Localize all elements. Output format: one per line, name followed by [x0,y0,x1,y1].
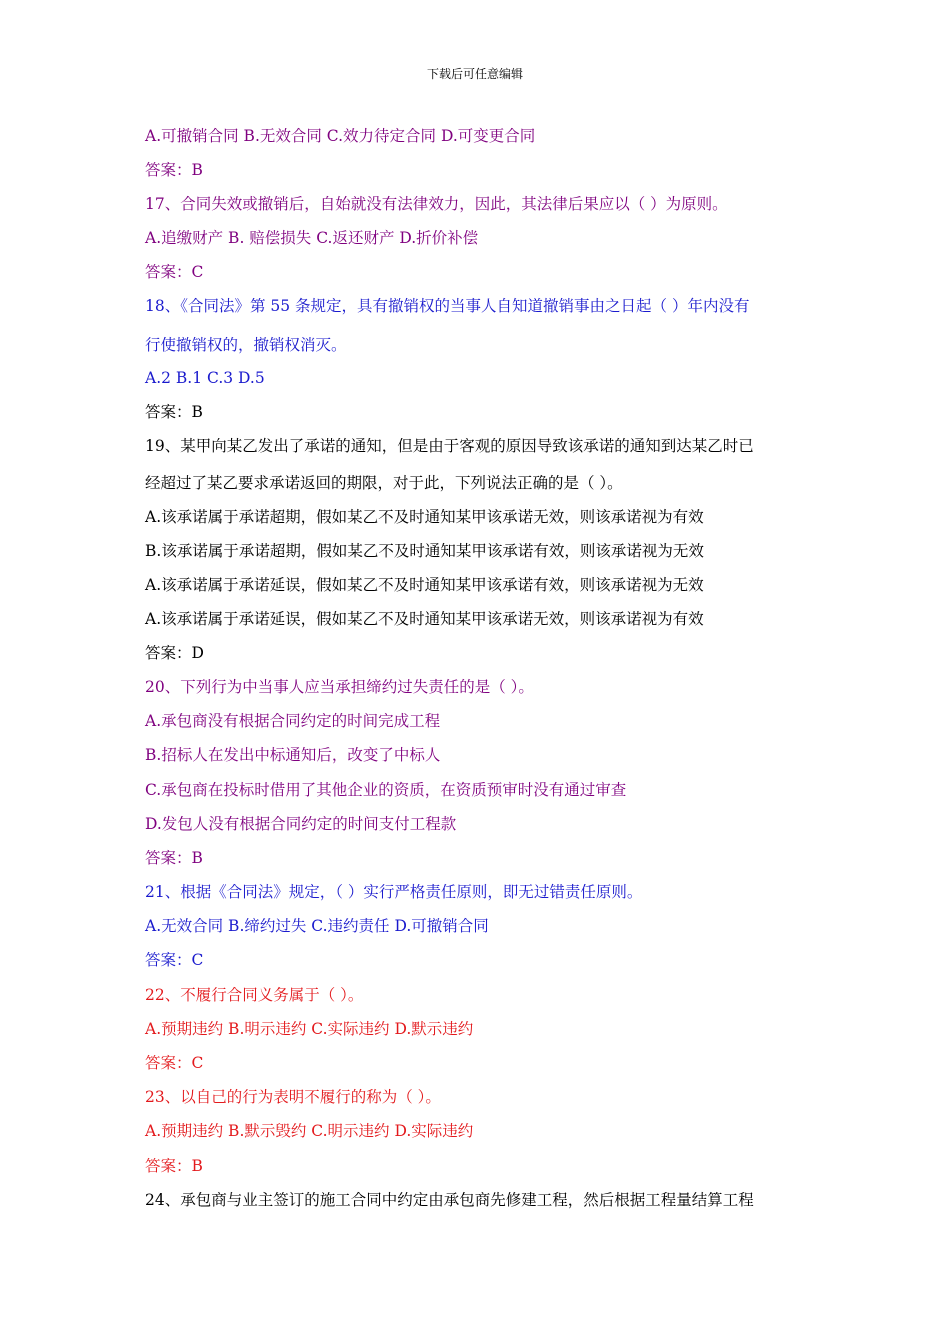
text-line: 行使撤销权的，撤销权消灭。 [145,336,347,354]
text-line: 23、以自己的行为表明不履行的称为（ ）。 [145,1088,441,1106]
text-line: 经超过了某乙要求承诺返回的期限，对于此，下列说法正确的是（ ）。 [145,474,623,492]
text-line: 18、《合同法》第 55 条规定，具有撤销权的当事人自知道撤销事由之日起（ ）年内没有 [145,297,750,315]
text-line: D.发包人没有根据合同约定的时间支付工程款 [145,815,457,833]
text-line: A.可撤销合同 B.无效合同 C.效力待定合同 D.可变更合同 [145,127,536,145]
text-line: A.承包商没有根据合同约定的时间完成工程 [145,712,441,730]
text-line: A.该承诺属于承诺延误，假如某乙不及时通知某甲该承诺有效，则该承诺视为无效 [145,576,704,594]
text-line: 答案：B [145,403,203,421]
text-line: A.该承诺属于承诺超期，假如某乙不及时通知某甲该承诺无效，则该承诺视为有效 [145,508,704,526]
text-line: 17、合同失效或撤销后，自始就没有法律效力，因此，其法律后果应以（ ）为原则。 [145,195,728,213]
text-line: 答案：B [145,1157,203,1175]
text-line: 答案：B [145,161,203,179]
text-line: C.承包商在投标时借用了其他企业的资质，在资质预审时没有通过审查 [145,781,627,799]
text-line: 答案：D [145,644,204,662]
text-line: A.该承诺属于承诺延误，假如某乙不及时通知某甲该承诺无效，则该承诺视为有效 [145,610,704,628]
text-line: 答案：C [145,263,204,281]
text-line: A.2 B.1 C.3 D.5 [145,369,265,387]
page-header: 下载后可任意编辑 [426,67,523,81]
text-line: 21、根据《合同法》规定，（ ）实行严格责任原则，即无过错责任原则。 [145,883,643,901]
text-line: A.预期违约 B.默示毁约 C.明示违约 D.实际违约 [145,1122,474,1140]
text-line: A.预期违约 B.明示违约 C.实际违约 D.默示违约 [145,1020,474,1038]
text-line: B.该承诺属于承诺超期，假如某乙不及时通知某甲该承诺有效，则该承诺视为无效 [145,542,704,560]
text-line: 答案：C [145,951,204,969]
text-line: 22、不履行合同义务属于（ ）。 [145,986,364,1004]
text-line: A.无效合同 B.缔约过失 C.违约责任 D.可撤销合同 [145,917,489,935]
text-line: 答案：B [145,849,203,867]
text-line: 答案：C [145,1054,204,1072]
text-line: 20、下列行为中当事人应当承担缔约过失责任的是（ ）。 [145,678,534,696]
text-line: A.追缴财产 B. 赔偿损失 C.返还财产 D.折价补偿 [145,229,479,247]
text-line: 19、某甲向某乙发出了承诺的通知，但是由于客观的原因导致该承诺的通知到达某乙时已 [145,437,754,455]
text-line: B.招标人在发出中标通知后，改变了中标人 [145,746,441,764]
text-line: 24、承包商与业主签订的施工合同中约定由承包商先修建工程，然后根据工程量结算工程 [145,1191,754,1209]
